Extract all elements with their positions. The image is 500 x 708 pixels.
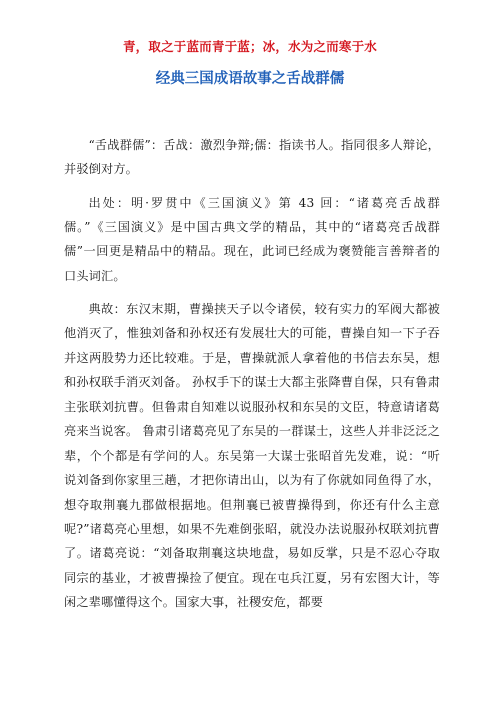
article-body xyxy=(64,133,440,615)
header-motto: 青，取之于蓝而青于蓝；冰，水为之而寒于水 xyxy=(122,39,377,54)
paragraph-definition: “舌战群儒”：舌战：激烈争辩;儒：指读书人。指同很多人辩论，并驳倒对方。 xyxy=(64,138,440,177)
paragraph-story: 典故：东汉末期，曹操挟天子以令诸侯，较有实力的军阀大都被他消灭了，惟独刘备和孙权还有发展壮大的可能，曹操自知一下子吞并这两股势力还比较难。于是，曹操就派人拿着他的书信去东吴，想和孙权联手消灭刘备。 孙权手下的谋士大都主张降曹自保，只有鲁肃主张联刘抗曹。但鲁肃自知难以说服孙权和东吴的文臣，特意请诸葛亮来当说客。 鲁肃引诸葛亮见了东吴的一群谋士，这些人并非泛泛之辈，个个都是有学问的人。东吴第一大谋士张昭首先发难，说：“听说刘备到你家里三趟，才把你请出山，以为有了你就如同鱼得了水，想夺取荆襄九郡做根据地。但荆襄已被曹操得到，你还有什么主意呢?”诸葛亮心里想，如果不先难倒张昭，就没办法说服孙权联刘抗曹了。诸葛亮说：“刘备取荆襄这块地盘，易如反掌，只是不忍心夺取同宗的基业，才被曹操捡了便宜。现在屯兵江夏，另有宏图大计，等闲之辈哪懂得这个。国家大事，社稷安危，都要 xyxy=(64,301,440,610)
paragraph-source: 出处：明·罗贯中《三国演义》第 43 回：“诸葛亮舌战群儒。”《三国演义》是中国古典文学的精品，其中的“诸葛亮舌战群儒”一回更是精品中的精品。现在，此词已经成为褒赞能言善辩者的口头词汇。 xyxy=(64,195,440,283)
page-title: 经典三国成语故事之舌战群儒 xyxy=(155,70,345,87)
